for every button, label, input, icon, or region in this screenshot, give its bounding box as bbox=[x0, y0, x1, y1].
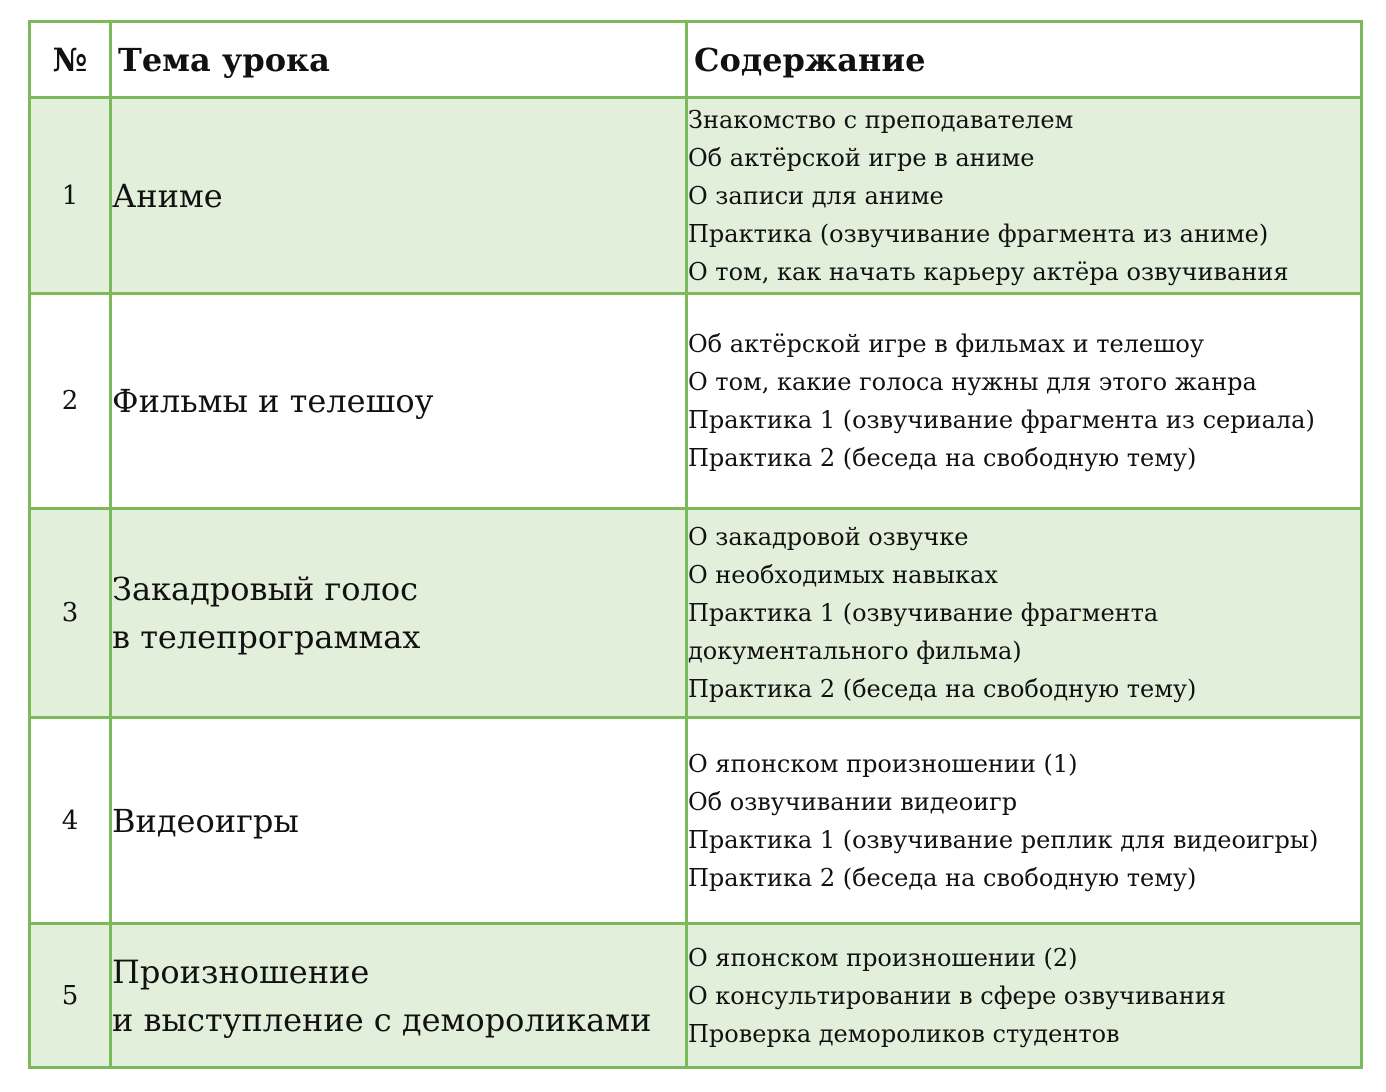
lesson-table bbox=[28, 20, 1363, 1069]
table-row bbox=[30, 98, 1362, 294]
content-line: Практика 2 (беседа на свободную тему) bbox=[688, 863, 1197, 892]
content-line: Об актёрской игре в аниме bbox=[688, 143, 1035, 172]
table-row bbox=[30, 718, 1362, 924]
content-line: Практика 2 (беседа на свободную тему) bbox=[688, 675, 1197, 703]
row-content bbox=[687, 509, 1362, 718]
content-line: Об актёрской игре в фильмах и телешоу bbox=[688, 330, 1204, 358]
content-line: Практика 2 (беседа на свободную тему) bbox=[688, 444, 1197, 472]
content-line: Об озвучивании видеоигр bbox=[688, 787, 1018, 816]
topic-line: Закадровый голос bbox=[112, 570, 419, 608]
table-header-row bbox=[30, 22, 1362, 98]
content-line: документального фильма) bbox=[688, 637, 1022, 665]
content-line: Практика 1 (озвучивание фрагмента bbox=[688, 599, 1159, 627]
row-topic bbox=[111, 98, 687, 294]
topic-line: в телепрограммах bbox=[112, 618, 421, 656]
topic-line: и выступление с демороликами bbox=[112, 1000, 652, 1039]
content-line: О консультировании в сфере озвучивания bbox=[688, 981, 1226, 1010]
row-content bbox=[687, 924, 1362, 1068]
row-number: 1 bbox=[30, 98, 111, 294]
content-line: О том, какие голоса нужны для этого жанра bbox=[688, 368, 1257, 396]
header-number: № bbox=[30, 22, 111, 98]
table-row bbox=[30, 924, 1362, 1068]
table-row bbox=[30, 294, 1362, 509]
row-number: 5 bbox=[30, 924, 111, 1068]
content-line: Проверка демороликов студентов bbox=[688, 1019, 1120, 1048]
topic-line: Произношение bbox=[112, 952, 370, 991]
row-topic bbox=[111, 718, 687, 924]
content-line: Практика 1 (озвучивание фрагмента из сериала) bbox=[688, 406, 1315, 434]
content-line: О японском произношении (1) bbox=[688, 749, 1078, 778]
topic-line: Видеоигры bbox=[112, 801, 299, 840]
row-topic bbox=[111, 924, 687, 1068]
content-line: Знакомство с преподавателем bbox=[688, 105, 1074, 134]
content-line: О закадровой озвучке bbox=[688, 523, 969, 551]
header-content: Содержание bbox=[687, 22, 1362, 98]
row-content bbox=[687, 718, 1362, 924]
content-line: О японском произношении (2) bbox=[688, 943, 1078, 972]
row-topic bbox=[111, 509, 687, 718]
content-line: О записи для аниме bbox=[688, 181, 944, 210]
row-content bbox=[687, 294, 1362, 509]
row-content bbox=[687, 98, 1362, 294]
row-topic bbox=[111, 294, 687, 509]
content-line: О необходимых навыках bbox=[688, 561, 998, 589]
topic-line: Аниме bbox=[112, 176, 223, 215]
content-line: О том, как начать карьеру актёра озвучивания bbox=[688, 257, 1289, 286]
row-number: 4 bbox=[30, 718, 111, 924]
topic-line: Фильмы и телешоу bbox=[112, 382, 434, 420]
table-row bbox=[30, 509, 1362, 718]
row-number: 3 bbox=[30, 509, 111, 718]
header-topic: Тема урока bbox=[111, 22, 687, 98]
content-line: Практика (озвучивание фрагмента из аниме) bbox=[688, 219, 1269, 248]
content-line: Практика 1 (озвучивание реплик для видеоигры) bbox=[688, 825, 1319, 854]
row-number: 2 bbox=[30, 294, 111, 509]
